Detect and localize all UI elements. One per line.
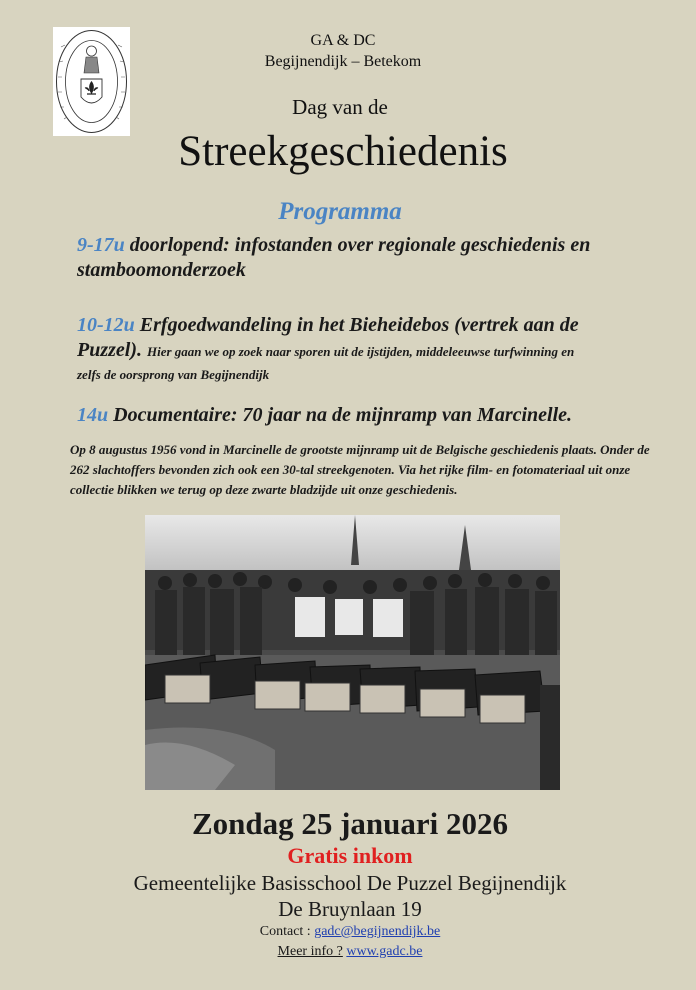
program-text: doorlopend: infostanden over regionale geschiedenis en stamboomonderzoek bbox=[77, 234, 591, 281]
event-date: Zondag 25 januari 2026 bbox=[191, 806, 509, 841]
program-text: Erfgoedwandeling in het Bieheidebos (vertrek aan de Puzzel). bbox=[77, 314, 579, 361]
organization-name: GA & DC bbox=[310, 32, 376, 49]
title-prefix: Dag van de bbox=[292, 95, 388, 119]
program-time: 14u bbox=[77, 404, 109, 426]
program-text: Documentaire: 70 jaar na de mijnramp van Marcinelle. bbox=[113, 404, 573, 426]
contact-label: Contact : bbox=[259, 924, 311, 939]
event-venue: Gemeentelijke Basisschool De Puzzel Begijnendijk bbox=[133, 871, 567, 895]
program-description-cont: zelfs de oorsprong van Begijnendijk bbox=[77, 367, 270, 382]
event-address: De Bruynlaan 19 bbox=[278, 897, 422, 921]
program-time: 9-17u bbox=[77, 234, 125, 256]
more-info-line bbox=[2, 944, 696, 960]
website-link[interactable]: www.gadc.be bbox=[346, 944, 423, 959]
program-item-1 bbox=[77, 233, 637, 283]
program-time: 10-12u bbox=[77, 314, 135, 336]
contact-line bbox=[2, 924, 696, 940]
program-heading: Programma bbox=[278, 198, 402, 225]
historical-photo bbox=[145, 515, 560, 790]
page-title: Streekgeschiedenis bbox=[178, 128, 508, 175]
contact-email-link[interactable]: gadc@begijnendijk.be bbox=[314, 924, 441, 939]
program-description: Hier gaan we op zoek naar sporen uit de ijstijden, middeleeuwse turfwinning en bbox=[147, 344, 575, 359]
documentary-description: Op 8 augustus 1956 vond in Marcinelle de grootste mijnramp uit de Belgische geschiedenis plaats. Onder de 262 slachtoffers bevonden zich ook een 30-tal streekgenoten. Via het rijke film- en fotomateriaal uit onze collectie blikken we terug op deze zwarte bladzijde uit onze geschiedenis. bbox=[70, 442, 650, 497]
more-info-label: Meer info ? bbox=[277, 944, 343, 959]
organization-place: Begijnendijk – Betekom bbox=[264, 53, 422, 70]
program-item-3 bbox=[77, 403, 637, 428]
program-item-2 bbox=[77, 313, 637, 385]
admission-text: Gratis inkom bbox=[287, 843, 413, 868]
